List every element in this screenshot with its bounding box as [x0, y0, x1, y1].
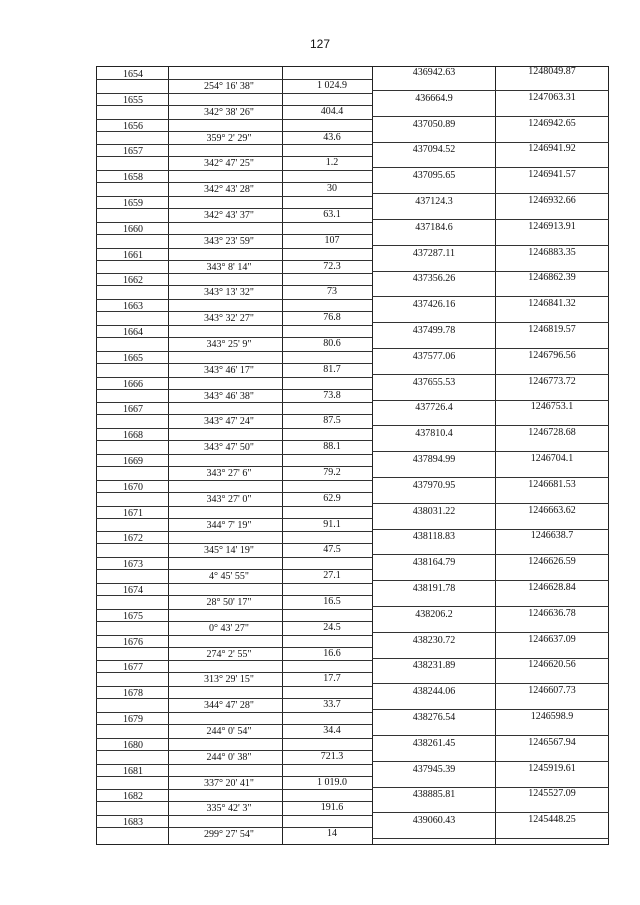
row-divider	[96, 402, 372, 403]
x-coordinate: 438031.22	[412, 505, 456, 517]
x-coordinate: 438164.79	[412, 557, 456, 569]
direction-angle: 342° 47' 25"	[204, 158, 254, 170]
y-coordinate: 1246796.56	[528, 349, 576, 361]
x-coordinate: 437655.53	[412, 376, 456, 388]
row-divider	[96, 119, 372, 120]
x-coordinate: 438230.72	[412, 634, 456, 646]
point-number: 1672	[123, 533, 143, 545]
row-divider	[96, 764, 372, 765]
segment-length: 87.5	[323, 415, 341, 427]
row-divider	[96, 93, 372, 94]
direction-angle: 359° 2' 29"	[206, 132, 252, 144]
direction-angle: 343° 13' 32"	[204, 287, 254, 299]
direction-angle: 344° 47' 28"	[204, 700, 254, 712]
x-coordinate: 437945.39	[412, 763, 456, 775]
segment-length: 63.1	[323, 209, 341, 220]
x-coordinate: 437970.95	[412, 479, 456, 491]
row-divider	[96, 609, 372, 610]
segment-length: 16.6	[323, 647, 341, 659]
segment-length: 80.6	[323, 338, 341, 349]
row-divider	[96, 712, 372, 713]
direction-angle: 343° 46' 17"	[204, 364, 254, 376]
point-number: 1673	[123, 559, 143, 571]
row-divider	[96, 196, 372, 197]
segment-length: 79.2	[323, 467, 341, 478]
y-coordinate: 1246841.32	[528, 298, 576, 310]
direction-angle: 299° 27' 54"	[204, 829, 254, 841]
direction-angle: 343° 25' 9"	[206, 339, 252, 350]
row-divider	[96, 686, 372, 687]
y-coordinate: 1246941.92	[528, 143, 576, 155]
y-coordinate: 1245527.09	[528, 788, 576, 800]
y-coordinate: 1246567.94	[528, 736, 576, 748]
y-coordinate: 1246942.65	[528, 117, 576, 129]
segment-length: 73.8	[323, 389, 341, 401]
row-divider	[372, 838, 609, 839]
y-coordinate: 1246607.73	[528, 685, 576, 697]
point-number: 1667	[123, 404, 143, 416]
point-number: 1662	[123, 275, 143, 287]
segment-length: 24.5	[323, 621, 341, 633]
direction-angle: 313° 29' 15"	[204, 674, 254, 686]
row-divider	[96, 351, 372, 352]
row-divider	[96, 222, 372, 223]
direction-angle: 343° 46' 38"	[204, 390, 254, 402]
segment-length: 72.3	[323, 260, 341, 272]
direction-angle: 342° 43' 37"	[204, 210, 254, 221]
y-coordinate: 1246638.7	[530, 530, 574, 542]
point-number: 1676	[123, 636, 143, 648]
x-coordinate: 437577.06	[412, 350, 456, 362]
direction-angle: 343° 23' 59"	[204, 235, 254, 247]
direction-angle: 343° 47' 50"	[204, 442, 254, 454]
row-divider	[96, 273, 372, 274]
page-number: 127	[309, 37, 331, 51]
direction-angle: 343° 32' 27"	[204, 313, 254, 325]
y-coordinate: 1246663.62	[528, 504, 576, 516]
row-divider	[96, 815, 372, 816]
point-number: 1677	[123, 662, 143, 674]
y-coordinate: 1246941.57	[528, 169, 576, 181]
direction-angle: 244° 0' 54"	[206, 726, 252, 737]
y-coordinate: 1246626.59	[528, 556, 576, 568]
x-coordinate: 438206.2	[415, 608, 453, 620]
y-coordinate: 1246753.1	[530, 401, 574, 413]
point-number: 1680	[123, 739, 143, 751]
segment-length: 721.3	[320, 750, 344, 762]
y-coordinate: 1246637.09	[528, 633, 576, 645]
row-divider	[96, 789, 372, 790]
y-coordinate: 1246681.53	[528, 478, 576, 490]
x-coordinate: 437499.78	[412, 325, 456, 336]
point-number: 1681	[123, 765, 143, 777]
segment-length: 30	[327, 183, 337, 195]
x-coordinate: 438118.83	[412, 531, 456, 543]
direction-angle: 28° 50' 17"	[206, 597, 252, 608]
segment-length: 17.7	[323, 673, 341, 685]
y-coordinate: 1246628.84	[528, 582, 576, 593]
point-number: 1665	[123, 352, 143, 364]
segment-length: 16.5	[323, 596, 341, 607]
point-number: 1656	[123, 120, 143, 132]
x-coordinate: 436942.63	[412, 67, 456, 78]
x-coordinate: 437094.52	[412, 144, 456, 156]
x-coordinate: 437726.4	[415, 402, 453, 414]
segment-length: 1 019.0	[317, 776, 347, 788]
y-coordinate: 1246728.68	[528, 427, 576, 439]
direction-angle: 343° 27' 6"	[206, 468, 252, 479]
point-number: 1671	[123, 507, 143, 519]
x-coordinate: 437426.16	[412, 299, 456, 311]
row-divider	[96, 144, 372, 145]
row-divider	[96, 557, 372, 558]
x-coordinate: 436664.9	[415, 92, 453, 104]
segment-length: 43.6	[323, 131, 341, 143]
segment-length: 33.7	[323, 699, 341, 711]
direction-angle: 342° 43' 28"	[204, 184, 254, 196]
y-coordinate: 1246620.56	[528, 659, 576, 671]
x-coordinate: 437810.4	[415, 428, 453, 440]
x-coordinate: 438231.89	[412, 660, 456, 672]
direction-angle: 343° 8' 14"	[206, 261, 252, 273]
coordinates-table	[96, 66, 609, 845]
row-divider	[96, 480, 372, 481]
x-coordinate: 437184.6	[415, 221, 453, 233]
direction-angle: 335° 42' 3"	[206, 803, 252, 815]
segment-length: 88.1	[323, 441, 341, 453]
segment-length: 47.5	[323, 544, 341, 556]
segment-length: 34.4	[323, 725, 341, 736]
row-divider	[96, 531, 372, 532]
y-coordinate: 1246819.57	[528, 324, 576, 335]
point-number: 1674	[123, 585, 143, 596]
row-divider	[96, 377, 372, 378]
direction-angle: 0° 43' 27"	[209, 622, 249, 634]
x-coordinate: 437095.65	[412, 170, 456, 182]
y-coordinate: 1246862.39	[528, 272, 576, 284]
x-coordinate: 437050.89	[412, 118, 456, 130]
segment-length: 62.9	[323, 492, 341, 504]
point-number: 1658	[123, 172, 143, 184]
point-number: 1661	[123, 249, 143, 261]
x-coordinate: 438885.81	[412, 789, 456, 801]
point-number: 1679	[123, 714, 143, 725]
direction-angle: 254° 16' 38"	[204, 81, 254, 92]
y-coordinate: 1245919.61	[528, 762, 576, 774]
point-number: 1655	[123, 94, 143, 106]
y-coordinate: 1246932.66	[528, 195, 576, 206]
row-divider	[96, 635, 372, 636]
row-divider	[96, 248, 372, 249]
row-divider	[96, 660, 372, 661]
point-number: 1660	[123, 223, 143, 235]
point-number: 1670	[123, 481, 143, 493]
segment-length: 1 024.9	[317, 80, 347, 91]
x-coordinate: 437124.3	[415, 196, 453, 207]
x-coordinate: 438244.06	[412, 686, 456, 698]
x-coordinate: 438261.45	[412, 737, 456, 749]
row-divider	[96, 170, 372, 171]
x-coordinate: 437894.99	[412, 454, 456, 465]
point-number: 1682	[123, 791, 143, 803]
x-coordinate: 438191.78	[412, 583, 456, 594]
y-coordinate: 1247063.31	[528, 91, 576, 103]
column-divider	[495, 66, 496, 845]
segment-length: 404.4	[320, 105, 344, 117]
segment-length: 27.1	[323, 570, 341, 582]
segment-length: 14	[327, 828, 337, 840]
point-number: 1666	[123, 378, 143, 390]
point-number: 1657	[123, 146, 143, 158]
y-coordinate: 1246883.35	[528, 246, 576, 258]
point-number: 1675	[123, 610, 143, 622]
direction-angle: 244° 0' 38"	[206, 751, 252, 763]
segment-length: 73	[327, 286, 337, 298]
segment-length: 1.2	[325, 157, 339, 169]
segment-length: 81.7	[323, 363, 341, 375]
direction-angle: 337° 20' 41"	[204, 777, 254, 789]
y-coordinate: 1246598.9	[530, 711, 574, 722]
point-number: 1654	[123, 69, 143, 80]
y-coordinate: 1246913.91	[528, 220, 576, 232]
row-divider	[96, 506, 372, 507]
x-coordinate: 437356.26	[412, 273, 456, 285]
point-number: 1659	[123, 198, 143, 209]
segment-length: 76.8	[323, 312, 341, 324]
row-divider	[96, 325, 372, 326]
row-divider	[96, 583, 372, 584]
y-coordinate: 1245448.25	[528, 814, 576, 826]
row-divider	[96, 299, 372, 300]
point-number: 1664	[123, 327, 143, 338]
x-coordinate: 439060.43	[412, 815, 456, 827]
direction-angle: 343° 47' 24"	[204, 416, 254, 428]
direction-angle: 342° 38' 26"	[204, 106, 254, 118]
point-number: 1683	[123, 817, 143, 829]
direction-angle: 344° 7' 19"	[206, 519, 252, 531]
segment-length: 107	[324, 234, 340, 246]
point-number: 1663	[123, 301, 143, 313]
x-coordinate: 437287.11	[412, 247, 456, 259]
y-coordinate: 1246773.72	[528, 375, 576, 387]
direction-angle: 4° 45' 55"	[209, 571, 249, 583]
segment-length: 91.1	[323, 518, 341, 530]
y-coordinate: 1246704.1	[530, 453, 574, 464]
direction-angle: 343° 27' 0"	[206, 493, 252, 505]
point-number: 1669	[123, 456, 143, 467]
row-divider	[96, 738, 372, 739]
direction-angle: 274° 2' 55"	[206, 648, 252, 660]
point-number: 1678	[123, 688, 143, 700]
segment-length: 191.6	[320, 802, 344, 814]
direction-angle: 345° 14' 19"	[204, 545, 254, 557]
y-coordinate: 1248049.87	[528, 66, 576, 77]
point-number: 1668	[123, 430, 143, 442]
y-coordinate: 1246636.78	[528, 607, 576, 619]
x-coordinate: 438276.54	[412, 712, 456, 723]
row-divider	[96, 454, 372, 455]
row-divider	[96, 428, 372, 429]
